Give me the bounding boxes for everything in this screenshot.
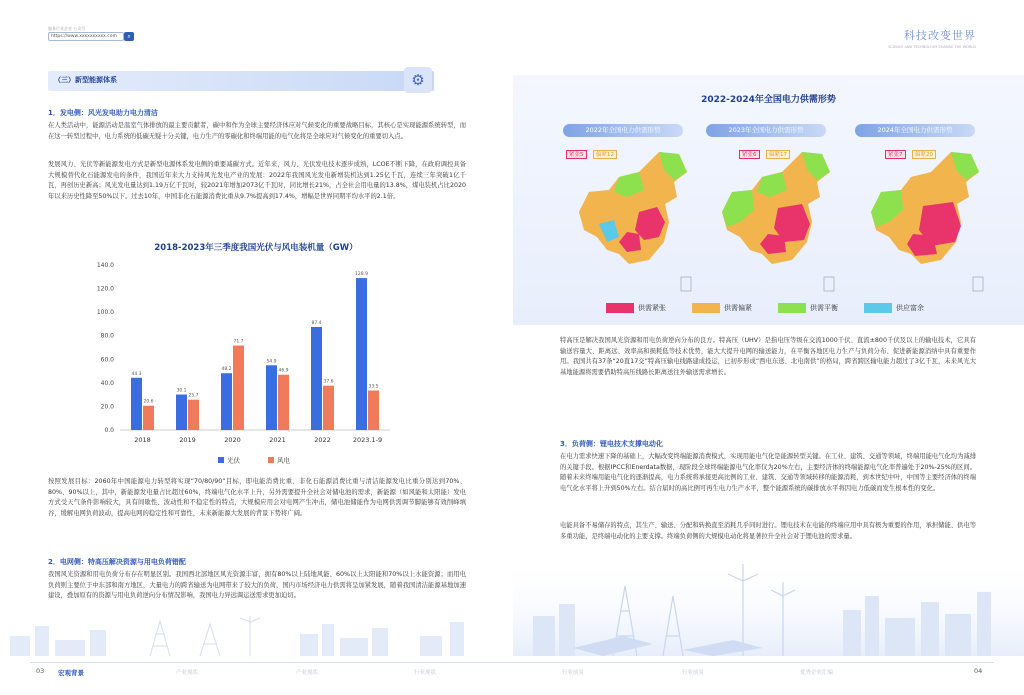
bar-光伏 xyxy=(131,378,142,430)
footer-nav-2[interactable]: 产业现状 xyxy=(296,670,319,676)
legend-label: 光伏 xyxy=(227,456,240,465)
legend-surplus xyxy=(864,302,924,314)
legend-tense xyxy=(606,302,666,314)
legend-swatch-tight xyxy=(692,303,720,313)
bar-光伏 xyxy=(311,327,322,430)
bar-风电 xyxy=(188,400,199,430)
x-tick-label: 2020 xyxy=(224,436,241,444)
footer-nav-1[interactable]: 产业现状 xyxy=(176,670,199,676)
paragraph-6: 在电力需求快速下降的基础上，大幅改变终端能源消费模式，实现用能电气化是能源转型关键。在工业、建筑、交通等领域，终端用能电气化均为减排的关键手段。根据IPCC和Enerdata数据，现阶段全球终端能源电气化率仅为20%左右，主要经济体的终端能源电气化率普遍处于20%-25%的区间。随着未来终端用能电气化的逐渐提高，电力系统将承接更高比例的工业、建筑、交通等领域转移的能源消耗，到本世纪中叶，中国等主要经济体的终端电气化水平将上升到50%左右。结合届时的高比例可再生电力生产水平，整个能源系统的碳排放水平将因电力低碳而发生根本性的变化。 xyxy=(560,453,976,492)
data-label: 46.9 xyxy=(278,368,289,374)
data-label: 71.7 xyxy=(233,339,244,345)
bar-风电 xyxy=(233,345,244,430)
legend-label-tight: 供需偏紧 xyxy=(724,304,752,312)
network-icon: ⚙ xyxy=(404,67,432,93)
footer-nav-6[interactable]: 优秀企业汇编 xyxy=(800,670,834,676)
legend-label: 风电 xyxy=(277,456,290,465)
tag-tight-2024: 偏紧20 xyxy=(912,150,936,159)
paragraph-1: 在人类活动中，能源活动是温室气体排放的最主要贡献者，碳中和作为全球主要经济体应对气候变化的重要战略目标，其核心是实现能源系统转型，而在这一转型过程中，电力系统的低碳无疑十分关键，电力生产的零碳化和终端用能的电气化将是全球应对气候变化的重要切入点。 xyxy=(48,122,466,140)
map-label-2023: 2023年全国电力供需形势 xyxy=(706,124,826,137)
bar-风电 xyxy=(368,391,379,430)
x-tick-label: 2022 xyxy=(314,436,331,444)
data-label: 33.5 xyxy=(368,384,379,390)
y-tick-label: 100.0 xyxy=(96,309,114,317)
paragraph-2: 发展风力、光伏等新能源发电方式是新型电源体系发电侧的重要减碳方式。近年来，风力、光伏发电技术逐步成熟，LCOE不断下降，在政府调控具备大规模替代化石能源发电的条件，我国近年来大力支持风光发电产业的发展：2022年我国风光发电新增装机达到1.25亿千瓦，连续三年突破1亿千瓦，再创历史新高；风光发电量达到1.19万亿千瓦时，较2021年增加2073亿千瓦时，同比增长21%，占全社会用电量的13.8%，煤电装机占比2020年以来历史性降至50%以下。过去10年，中国非化石能源消费比重从9.7%提高到17.4%，增幅是世界同期平均水平的2.1倍。 xyxy=(48,161,466,200)
brand-title: 科技改变世界 xyxy=(904,29,976,42)
bar-光伏 xyxy=(221,373,232,430)
legend-label-balanced: 供需平衡 xyxy=(810,304,838,312)
map-main-title: 2022-2024年全国电力供需形势 xyxy=(701,95,836,105)
data-label: 20.6 xyxy=(143,399,154,405)
bar-光伏 xyxy=(356,278,367,430)
paragraph-5: 特高压是解决我国风光资源和用电负荷逆向分布的良方。特高压（UHV）是指电压等级在交流1000千伏、直流±800千伏及以上的输电技术，它具有输送容量大、距离远、效率高和损耗低等技术优势，能大大提升电网的输送能力，在平衡各地区电力生产与负荷分布、促进新能源消纳中具有重要作用。我国共有37条“20直17交”特高压输电线路建成投运，已初步形成“西电东送、北电南供”的格局，跨省跨区输电能力超过了3亿千瓦，未来风光大基地能源将需要借助特高压线路长距离送往外输送需求增长。 xyxy=(560,337,976,376)
bar-风电 xyxy=(278,375,289,430)
page-number-left: 03 xyxy=(36,667,45,675)
bar-chart xyxy=(60,255,460,470)
x-tick-label: 2019 xyxy=(179,436,196,444)
footer-nav-0[interactable]: 宏观背景 xyxy=(58,669,84,677)
left-header xyxy=(48,26,238,41)
paragraph-4: 我国风光资源和用电负荷分布存在明显区别。我国西北部地区风光资源丰富，拥有80%以上陆地风能、60%以上太阳能和70%以上水能资源；而用电负荷则主要位于中东部和南方地区，大量电力的跨省输送为电网带来了较大的负荷，国内市场经济电力供需将呈加紧发展，随着我国清洁能源基地加速建设，叠加原有的资源与用电负荷逆向分布情况影响，我国电力异远调运送需求更加迫切。 xyxy=(48,571,466,600)
footer-nav-5[interactable]: 行业前景 xyxy=(682,670,705,676)
y-tick-label: 120.0 xyxy=(96,285,114,293)
y-tick-label: 0.0 xyxy=(104,427,114,434)
data-label: 37.6 xyxy=(323,379,334,385)
legend-label-surplus: 供应富余 xyxy=(896,304,924,312)
bar-风电 xyxy=(143,406,154,430)
page-number-right: 04 xyxy=(974,667,983,675)
x-tick-label: 2021 xyxy=(269,436,286,444)
section-banner-title: （三）新型能源体系 xyxy=(54,76,117,84)
tag-tense-2024: 紧张7 xyxy=(885,150,906,159)
data-label: 25.7 xyxy=(188,393,199,399)
data-label: 30.1 xyxy=(176,388,187,394)
tag-tight-2023: 偏紧17 xyxy=(766,150,790,159)
url-search-input[interactable]: https://www.xxxxxxxxxx.com xyxy=(48,32,124,41)
data-label: 87.4 xyxy=(311,320,322,326)
map-label-2024: 2024年全国电力供需形势 xyxy=(855,124,975,137)
data-label: 128.9 xyxy=(355,272,368,278)
legend-swatch-balanced xyxy=(778,303,806,313)
legend-balanced xyxy=(778,302,838,314)
header-tiny-text: 服务行业企业 公众号 xyxy=(48,26,86,31)
legend-tight xyxy=(692,302,752,314)
china-map-2024 xyxy=(861,142,989,292)
china-map-2023 xyxy=(712,142,840,292)
x-tick-label: 2023.1-9 xyxy=(352,436,383,444)
left-city-illustration xyxy=(0,616,512,656)
chart-title: 2018-2023年三季度我国光伏与风电装机量（GW） xyxy=(154,243,358,253)
brand-subtitle: SCIENCE AND TECHNOLOGY CHANGE THE WORLD xyxy=(888,45,976,49)
legend-swatch-tense xyxy=(606,303,634,313)
right-energy-illustration xyxy=(513,556,1024,656)
legend-swatch-surplus xyxy=(864,303,892,313)
tag-tight-2022: 偏紧12 xyxy=(593,150,617,159)
tag-tense-2022: 紧张5 xyxy=(566,150,587,159)
footer-nav-3[interactable]: 行业现状 xyxy=(414,670,437,676)
tag-tense-2023: 紧张6 xyxy=(739,150,760,159)
heading-generation-side: 1．发电侧：风光发电助力电力清洁 xyxy=(48,109,158,117)
paragraph-3: 按照发展目标：2060年中国能源电力转型将实现“70/80/90”目标，即电能消费比重、非化石能源消费比重与清洁能源发电比重分别达到70%、80%、90%以上，其中，新能源发电量占比超过60%，终端电气化水平上升，另外需要提升全社会对储电池的需求，新能源（如风能和太阳能）发电方式受天气条件影响较大，具有间歇性、波动性和不稳定性的特点，大规模应用会对电网产生冲击，储电池储能作为电网供需调节脚能够有效削峰填谷，缓解电网负荷波动，提高电网的稳定性和可靠性，未来新能源大发展的背景下势将广阔。 xyxy=(48,478,466,517)
map-label-2022: 2022年全国电力供需形势 xyxy=(563,124,683,137)
china-map-2022 xyxy=(569,142,697,292)
paragraph-7: 电能具备不易储存的特点，其生产、输送、分配和转换直至消耗几乎同时进行。锂电技术在电能的终端应用中具有极为重要的作用，承担储能、供电等多重功能，是终端电动化的主要支撑。终端负荷侧的大规模电动化将显著拉升全社会对于锂电池的需求量。 xyxy=(560,522,976,540)
section-banner xyxy=(48,71,434,91)
legend-swatch xyxy=(268,457,274,463)
x-tick-label: 2018 xyxy=(134,436,151,444)
y-tick-label: 60.0 xyxy=(100,356,114,364)
y-tick-label: 40.0 xyxy=(100,379,114,387)
heading-load-side: 3．负荷侧：锂电技术支撑电动化 xyxy=(560,440,663,448)
map-2022 xyxy=(563,120,703,290)
magnifier-icon[interactable]: ⌕ xyxy=(124,32,134,41)
data-label: 54.9 xyxy=(266,359,277,365)
y-tick-label: 140.0 xyxy=(96,262,114,269)
y-tick-label: 80.0 xyxy=(100,332,114,340)
bar-光伏 xyxy=(266,365,277,430)
footer xyxy=(0,656,1024,695)
footer-nav-4[interactable]: 行业前景 xyxy=(562,670,585,676)
data-label: 48.2 xyxy=(221,367,232,373)
footer-divider xyxy=(30,662,994,663)
bar-光伏 xyxy=(176,395,187,430)
data-label: 44.3 xyxy=(131,371,142,377)
legend-label-tense: 供需紧张 xyxy=(638,304,666,312)
y-tick-label: 20.0 xyxy=(100,403,114,411)
map-2024 xyxy=(855,120,995,290)
heading-grid-side: 2．电网侧：特高压解决资源与用电负荷错配 xyxy=(48,558,186,566)
right-header xyxy=(888,27,976,49)
bar-风电 xyxy=(323,386,334,430)
legend-swatch xyxy=(218,457,224,463)
map-2023 xyxy=(706,120,846,290)
